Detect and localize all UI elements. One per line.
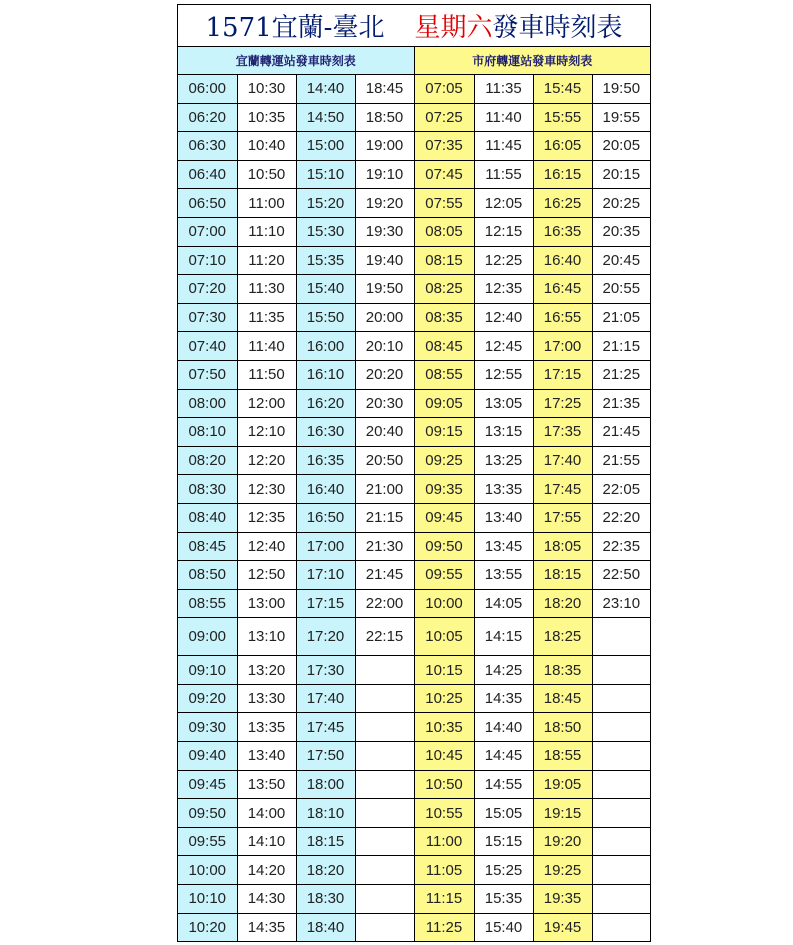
taipei-departure-time: 20:25: [592, 189, 650, 218]
taipei-departure-time: 10:45: [414, 742, 474, 771]
taipei-departure-time: 13:05: [474, 389, 533, 418]
taipei-departure-time: 16:15: [533, 160, 592, 189]
yilan-departure-time: 07:50: [178, 360, 237, 389]
taipei-departure-time: 22:35: [592, 532, 650, 561]
taipei-departure-time: 15:45: [533, 75, 592, 104]
taipei-departure-time: 13:35: [474, 475, 533, 504]
timetable-row: [178, 160, 650, 189]
taipei-departure-time: 11:05: [414, 856, 474, 885]
yilan-departure-time: 14:50: [296, 103, 355, 132]
taipei-departure-time: 12:25: [474, 246, 533, 275]
yilan-departure-time: 07:30: [178, 303, 237, 332]
taipei-departure-time: 10:50: [414, 770, 474, 799]
yilan-departure-time: 15:35: [296, 246, 355, 275]
timetable-row: [178, 589, 650, 618]
timetable-row: [178, 885, 650, 914]
yilan-departure-time: [355, 856, 414, 885]
yilan-departure-time: 09:10: [178, 656, 237, 685]
yilan-departure-time: 10:30: [237, 75, 296, 104]
timetable-row: [178, 475, 650, 504]
yilan-departure-time: 09:20: [178, 684, 237, 713]
yilan-departure-time: 18:40: [296, 913, 355, 941]
taipei-departure-time: 17:35: [533, 418, 592, 447]
yilan-departure-time: 16:40: [296, 475, 355, 504]
taipei-departure-time: 20:35: [592, 217, 650, 246]
yilan-departure-time: 10:40: [237, 132, 296, 161]
taipei-departure-time: 14:25: [474, 656, 533, 685]
taipei-departure-time: 11:00: [414, 827, 474, 856]
yilan-departure-time: 09:45: [178, 770, 237, 799]
yilan-station-header: 宜蘭轉運站發車時刻表: [178, 47, 414, 75]
taipei-departure-time: 17:15: [533, 360, 592, 389]
taipei-departure-time: [592, 742, 650, 771]
yilan-departure-time: 13:35: [237, 713, 296, 742]
yilan-departure-time: 17:15: [296, 589, 355, 618]
yilan-departure-time: 10:50: [237, 160, 296, 189]
taipei-departure-time: [592, 713, 650, 742]
yilan-departure-time: 20:00: [355, 303, 414, 332]
yilan-departure-time: 08:20: [178, 446, 237, 475]
timetable-row: [178, 561, 650, 590]
taipei-departure-time: 14:40: [474, 713, 533, 742]
taipei-departure-time: 18:55: [533, 742, 592, 771]
taipei-departure-time: [592, 656, 650, 685]
yilan-departure-time: 14:35: [237, 913, 296, 941]
timetable-row: [178, 742, 650, 771]
yilan-departure-time: 11:50: [237, 360, 296, 389]
yilan-departure-time: [355, 684, 414, 713]
taipei-departure-time: 18:45: [533, 684, 592, 713]
taipei-departure-time: 13:40: [474, 503, 533, 532]
timetable-row: [178, 189, 650, 218]
taipei-departure-time: 12:15: [474, 217, 533, 246]
yilan-departure-time: 16:10: [296, 360, 355, 389]
yilan-departure-time: 07:10: [178, 246, 237, 275]
taipei-departure-time: 15:15: [474, 827, 533, 856]
title-suffix: 發車時刻表: [492, 13, 623, 43]
yilan-departure-time: 10:00: [178, 856, 237, 885]
timetable-row: [178, 246, 650, 275]
yilan-departure-time: 22:00: [355, 589, 414, 618]
taipei-departure-time: 21:35: [592, 389, 650, 418]
yilan-departure-time: 18:10: [296, 799, 355, 828]
yilan-departure-time: 16:35: [296, 446, 355, 475]
yilan-departure-time: 17:10: [296, 561, 355, 590]
taipei-departure-time: 14:35: [474, 684, 533, 713]
yilan-departure-time: 20:50: [355, 446, 414, 475]
taipei-departure-time: 11:55: [474, 160, 533, 189]
yilan-departure-time: 08:30: [178, 475, 237, 504]
taipei-departure-time: [592, 913, 650, 941]
taipei-departure-time: 15:35: [474, 885, 533, 914]
taipei-departure-time: 16:40: [533, 246, 592, 275]
taipei-departure-time: 22:05: [592, 475, 650, 504]
taipei-departure-time: 19:35: [533, 885, 592, 914]
taipei-departure-time: 10:15: [414, 656, 474, 685]
yilan-departure-time: 19:20: [355, 189, 414, 218]
timetable-row: [178, 770, 650, 799]
timetable-row: [178, 656, 650, 685]
taipei-departure-time: 11:45: [474, 132, 533, 161]
taipei-departure-time: 15:25: [474, 856, 533, 885]
yilan-departure-time: 16:00: [296, 332, 355, 361]
taipei-departure-time: 12:35: [474, 275, 533, 304]
taipei-departure-time: 10:55: [414, 799, 474, 828]
yilan-departure-time: 17:50: [296, 742, 355, 771]
yilan-departure-time: [355, 799, 414, 828]
taipei-departure-time: 16:05: [533, 132, 592, 161]
taipei-departure-time: 09:55: [414, 561, 474, 590]
yilan-departure-time: 08:00: [178, 389, 237, 418]
taipei-departure-time: 11:35: [474, 75, 533, 104]
yilan-departure-time: 18:00: [296, 770, 355, 799]
yilan-departure-time: 16:30: [296, 418, 355, 447]
taipei-departure-time: 20:55: [592, 275, 650, 304]
taipei-station-header: 市府轉運站發車時刻表: [414, 47, 650, 75]
yilan-departure-time: 11:35: [237, 303, 296, 332]
timetable-row: [178, 303, 650, 332]
taipei-departure-time: 19:15: [533, 799, 592, 828]
taipei-departure-time: 20:05: [592, 132, 650, 161]
yilan-departure-time: 15:10: [296, 160, 355, 189]
taipei-departure-time: 09:50: [414, 532, 474, 561]
yilan-departure-time: 07:00: [178, 217, 237, 246]
yilan-departure-time: 17:45: [296, 713, 355, 742]
timetable-row: [178, 799, 650, 828]
taipei-departure-time: 18:15: [533, 561, 592, 590]
timetable-row: [178, 332, 650, 361]
yilan-departure-time: 12:35: [237, 503, 296, 532]
yilan-departure-time: 08:40: [178, 503, 237, 532]
taipei-departure-time: 13:45: [474, 532, 533, 561]
timetable-row: [178, 75, 650, 104]
yilan-departure-time: 18:15: [296, 827, 355, 856]
taipei-departure-time: 19:05: [533, 770, 592, 799]
yilan-departure-time: [355, 913, 414, 941]
taipei-departure-time: 21:15: [592, 332, 650, 361]
taipei-departure-time: 21:45: [592, 418, 650, 447]
taipei-departure-time: 12:45: [474, 332, 533, 361]
yilan-departure-time: 09:30: [178, 713, 237, 742]
taipei-departure-time: 21:55: [592, 446, 650, 475]
taipei-departure-time: 12:55: [474, 360, 533, 389]
timetable-row: [178, 103, 650, 132]
yilan-departure-time: 11:00: [237, 189, 296, 218]
taipei-departure-time: 12:05: [474, 189, 533, 218]
timetable-row: [178, 827, 650, 856]
taipei-departure-time: 15:55: [533, 103, 592, 132]
yilan-departure-time: 12:20: [237, 446, 296, 475]
taipei-departure-time: 10:25: [414, 684, 474, 713]
yilan-departure-time: 14:10: [237, 827, 296, 856]
yilan-departure-time: 15:30: [296, 217, 355, 246]
timetable: [178, 47, 650, 941]
taipei-departure-time: 21:25: [592, 360, 650, 389]
taipei-departure-time: 20:15: [592, 160, 650, 189]
taipei-departure-time: 07:05: [414, 75, 474, 104]
taipei-departure-time: 14:55: [474, 770, 533, 799]
yilan-departure-time: 20:40: [355, 418, 414, 447]
yilan-departure-time: 15:50: [296, 303, 355, 332]
timetable-row: [178, 389, 650, 418]
yilan-departure-time: 11:40: [237, 332, 296, 361]
yilan-departure-time: 13:40: [237, 742, 296, 771]
taipei-departure-time: 18:25: [533, 618, 592, 656]
timetable-row: [178, 418, 650, 447]
yilan-departure-time: 17:30: [296, 656, 355, 685]
taipei-departure-time: 17:00: [533, 332, 592, 361]
yilan-departure-time: [355, 770, 414, 799]
taipei-departure-time: 15:40: [474, 913, 533, 941]
yilan-departure-time: 18:20: [296, 856, 355, 885]
taipei-departure-time: 17:45: [533, 475, 592, 504]
yilan-departure-time: 10:10: [178, 885, 237, 914]
yilan-departure-time: 22:15: [355, 618, 414, 656]
page-title: [178, 5, 650, 47]
taipei-departure-time: 08:45: [414, 332, 474, 361]
taipei-departure-time: 14:15: [474, 618, 533, 656]
yilan-departure-time: 18:30: [296, 885, 355, 914]
taipei-departure-time: 16:55: [533, 303, 592, 332]
taipei-departure-time: 21:05: [592, 303, 650, 332]
taipei-departure-time: 09:05: [414, 389, 474, 418]
yilan-departure-time: 11:20: [237, 246, 296, 275]
timetable-row: [178, 532, 650, 561]
yilan-departure-time: 17:40: [296, 684, 355, 713]
taipei-departure-time: [592, 770, 650, 799]
taipei-departure-time: 23:10: [592, 589, 650, 618]
taipei-departure-time: 07:45: [414, 160, 474, 189]
timetable-row: [178, 446, 650, 475]
taipei-departure-time: 09:35: [414, 475, 474, 504]
taipei-departure-time: 18:50: [533, 713, 592, 742]
taipei-departure-time: 20:45: [592, 246, 650, 275]
yilan-departure-time: 11:30: [237, 275, 296, 304]
taipei-departure-time: 10:35: [414, 713, 474, 742]
timetable-row: [178, 684, 650, 713]
timetable-row: [178, 503, 650, 532]
taipei-departure-time: 19:55: [592, 103, 650, 132]
yilan-departure-time: 08:50: [178, 561, 237, 590]
taipei-departure-time: 09:45: [414, 503, 474, 532]
yilan-departure-time: 06:20: [178, 103, 237, 132]
timetable-row: [178, 360, 650, 389]
yilan-departure-time: 21:00: [355, 475, 414, 504]
timetable-body: [178, 47, 650, 941]
taipei-departure-time: 18:20: [533, 589, 592, 618]
yilan-departure-time: 14:00: [237, 799, 296, 828]
yilan-departure-time: 17:20: [296, 618, 355, 656]
taipei-departure-time: 07:35: [414, 132, 474, 161]
taipei-departure-time: 14:45: [474, 742, 533, 771]
yilan-departure-time: 19:50: [355, 275, 414, 304]
taipei-departure-time: 10:00: [414, 589, 474, 618]
yilan-departure-time: 16:50: [296, 503, 355, 532]
timetable-row: [178, 217, 650, 246]
timetable-row: [178, 618, 650, 656]
taipei-departure-time: 17:40: [533, 446, 592, 475]
station-header-row: [178, 47, 650, 75]
yilan-departure-time: 07:40: [178, 332, 237, 361]
taipei-departure-time: 17:25: [533, 389, 592, 418]
yilan-departure-time: 21:15: [355, 503, 414, 532]
yilan-departure-time: 08:55: [178, 589, 237, 618]
yilan-departure-time: 13:20: [237, 656, 296, 685]
yilan-departure-time: 10:20: [178, 913, 237, 941]
taipei-departure-time: 19:45: [533, 913, 592, 941]
yilan-departure-time: [355, 713, 414, 742]
yilan-departure-time: 13:10: [237, 618, 296, 656]
taipei-departure-time: 13:15: [474, 418, 533, 447]
taipei-departure-time: 08:25: [414, 275, 474, 304]
taipei-departure-time: [592, 827, 650, 856]
yilan-departure-time: 14:30: [237, 885, 296, 914]
yilan-departure-time: 20:10: [355, 332, 414, 361]
yilan-departure-time: 06:50: [178, 189, 237, 218]
taipei-departure-time: 08:55: [414, 360, 474, 389]
yilan-departure-time: 12:10: [237, 418, 296, 447]
yilan-departure-time: 18:45: [355, 75, 414, 104]
yilan-departure-time: 11:10: [237, 217, 296, 246]
timetable-sheet: [177, 4, 651, 942]
taipei-departure-time: [592, 618, 650, 656]
yilan-departure-time: 21:45: [355, 561, 414, 590]
yilan-departure-time: 08:45: [178, 532, 237, 561]
title-day: 星期六: [414, 13, 493, 43]
timetable-row: [178, 132, 650, 161]
yilan-departure-time: [355, 742, 414, 771]
taipei-departure-time: 17:55: [533, 503, 592, 532]
taipei-departure-time: 08:15: [414, 246, 474, 275]
taipei-departure-time: 14:05: [474, 589, 533, 618]
yilan-departure-time: [355, 885, 414, 914]
yilan-departure-time: 09:50: [178, 799, 237, 828]
taipei-departure-time: 19:25: [533, 856, 592, 885]
yilan-departure-time: 09:40: [178, 742, 237, 771]
yilan-departure-time: 13:50: [237, 770, 296, 799]
yilan-departure-time: 15:40: [296, 275, 355, 304]
yilan-departure-time: 12:00: [237, 389, 296, 418]
taipei-departure-time: [592, 684, 650, 713]
yilan-departure-time: 12:50: [237, 561, 296, 590]
taipei-departure-time: 08:05: [414, 217, 474, 246]
yilan-departure-time: 14:40: [296, 75, 355, 104]
taipei-departure-time: 11:40: [474, 103, 533, 132]
yilan-departure-time: 21:30: [355, 532, 414, 561]
yilan-departure-time: 13:30: [237, 684, 296, 713]
yilan-departure-time: 20:30: [355, 389, 414, 418]
yilan-departure-time: [355, 827, 414, 856]
yilan-departure-time: 16:20: [296, 389, 355, 418]
yilan-departure-time: 08:10: [178, 418, 237, 447]
taipei-departure-time: 18:35: [533, 656, 592, 685]
yilan-departure-time: 12:40: [237, 532, 296, 561]
taipei-departure-time: 13:55: [474, 561, 533, 590]
yilan-departure-time: 14:20: [237, 856, 296, 885]
yilan-departure-time: 06:40: [178, 160, 237, 189]
yilan-departure-time: 15:00: [296, 132, 355, 161]
title-route: 1571宜蘭-臺北: [205, 13, 385, 43]
timetable-row: [178, 913, 650, 941]
yilan-departure-time: 19:40: [355, 246, 414, 275]
yilan-departure-time: 09:00: [178, 618, 237, 656]
taipei-departure-time: 18:05: [533, 532, 592, 561]
taipei-departure-time: [592, 885, 650, 914]
taipei-departure-time: 10:05: [414, 618, 474, 656]
taipei-departure-time: 19:20: [533, 827, 592, 856]
timetable-row: [178, 856, 650, 885]
taipei-departure-time: 22:20: [592, 503, 650, 532]
timetable-row: [178, 713, 650, 742]
timetable-row: [178, 275, 650, 304]
yilan-departure-time: [355, 656, 414, 685]
taipei-departure-time: 09:25: [414, 446, 474, 475]
taipei-departure-time: 11:15: [414, 885, 474, 914]
taipei-departure-time: 12:40: [474, 303, 533, 332]
yilan-departure-time: 06:30: [178, 132, 237, 161]
taipei-departure-time: 22:50: [592, 561, 650, 590]
taipei-departure-time: 16:45: [533, 275, 592, 304]
taipei-departure-time: 16:25: [533, 189, 592, 218]
taipei-departure-time: 07:55: [414, 189, 474, 218]
taipei-departure-time: 08:35: [414, 303, 474, 332]
yilan-departure-time: 18:50: [355, 103, 414, 132]
taipei-departure-time: 13:25: [474, 446, 533, 475]
yilan-departure-time: 13:00: [237, 589, 296, 618]
taipei-departure-time: 15:05: [474, 799, 533, 828]
taipei-departure-time: 09:15: [414, 418, 474, 447]
yilan-departure-time: 09:55: [178, 827, 237, 856]
yilan-departure-time: 20:20: [355, 360, 414, 389]
yilan-departure-time: 06:00: [178, 75, 237, 104]
taipei-departure-time: 11:25: [414, 913, 474, 941]
yilan-departure-time: 17:00: [296, 532, 355, 561]
yilan-departure-time: 07:20: [178, 275, 237, 304]
taipei-departure-time: 19:50: [592, 75, 650, 104]
yilan-departure-time: 19:10: [355, 160, 414, 189]
taipei-departure-time: [592, 799, 650, 828]
taipei-departure-time: 07:25: [414, 103, 474, 132]
yilan-departure-time: 15:20: [296, 189, 355, 218]
yilan-departure-time: 12:30: [237, 475, 296, 504]
taipei-departure-time: [592, 856, 650, 885]
yilan-departure-time: 19:30: [355, 217, 414, 246]
yilan-departure-time: 10:35: [237, 103, 296, 132]
taipei-departure-time: 16:35: [533, 217, 592, 246]
yilan-departure-time: 19:00: [355, 132, 414, 161]
